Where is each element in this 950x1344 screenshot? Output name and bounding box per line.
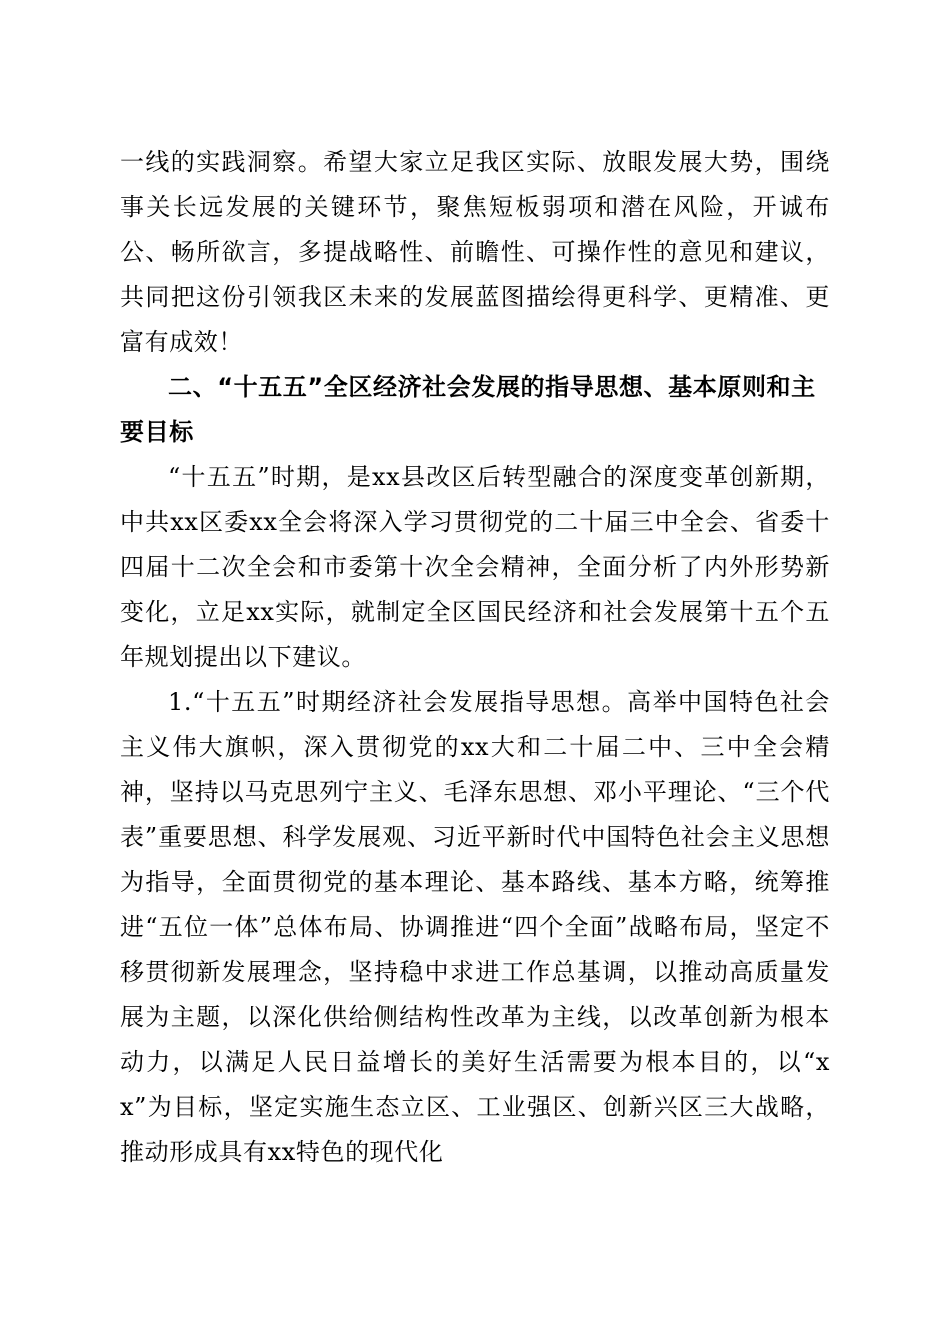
section-heading: 二、“十五五”全区经济社会发展的指导思想、基本原则和主要目标 [120, 373, 816, 446]
document-body [120, 140, 830, 1175]
continuation-paragraph: 一线的实践洞察。希望大家立足我区实际、放眼发展大势，围绕事关长远发展的关键环节，聚焦短板弱项和潜在风险，开诚布公、畅所欲言，多提战略性、前瞻性、可操作性的意见和建议，共同把这份引领我区未来的发展蓝图描绘得更科学、更精准、更富有成效！ [120, 148, 830, 356]
intro-paragraph: “十五五”时期，是xx县改区后转型融合的深度变革创新期，中共xx区委xx全会将深入学习贯彻党的二十届三中全会、省委十四届十二次全会和市委第十次全会精神，全面分析了内外形势新变化，立足xx实际，就制定全区国民经济和社会发展第十五个五年规划提出以下建议。 [120, 463, 830, 671]
point-1-paragraph: 1.“十五五”时期经济社会发展指导思想。高举中国特色社会主义伟大旗帜，深入贯彻党的xx大和二十届二中、三中全会精神，坚持以马克思列宁主义、毛泽东思想、邓小平理论、“三个代表”重要思想、科学发展观、习近平新时代中国特色社会主义思想为指导，全面贯彻党的基本理论、基本路线、基本方略，统筹推进“五位一体”总体布局、协调推进“四个全面”战略布局，坚定不移贯彻新发展理念，坚持稳中求进工作总基调，以推动高质量发展为主题，以深化供给侧结构性改革为主线，以改革创新为根本动力，以满足人民日益增长的美好生活需要为根本目的，以“xx”为目标，坚定实施生态立区、工业强区、创新兴区三大战略，推动形成具有xx特色的现代化 [120, 688, 830, 1166]
